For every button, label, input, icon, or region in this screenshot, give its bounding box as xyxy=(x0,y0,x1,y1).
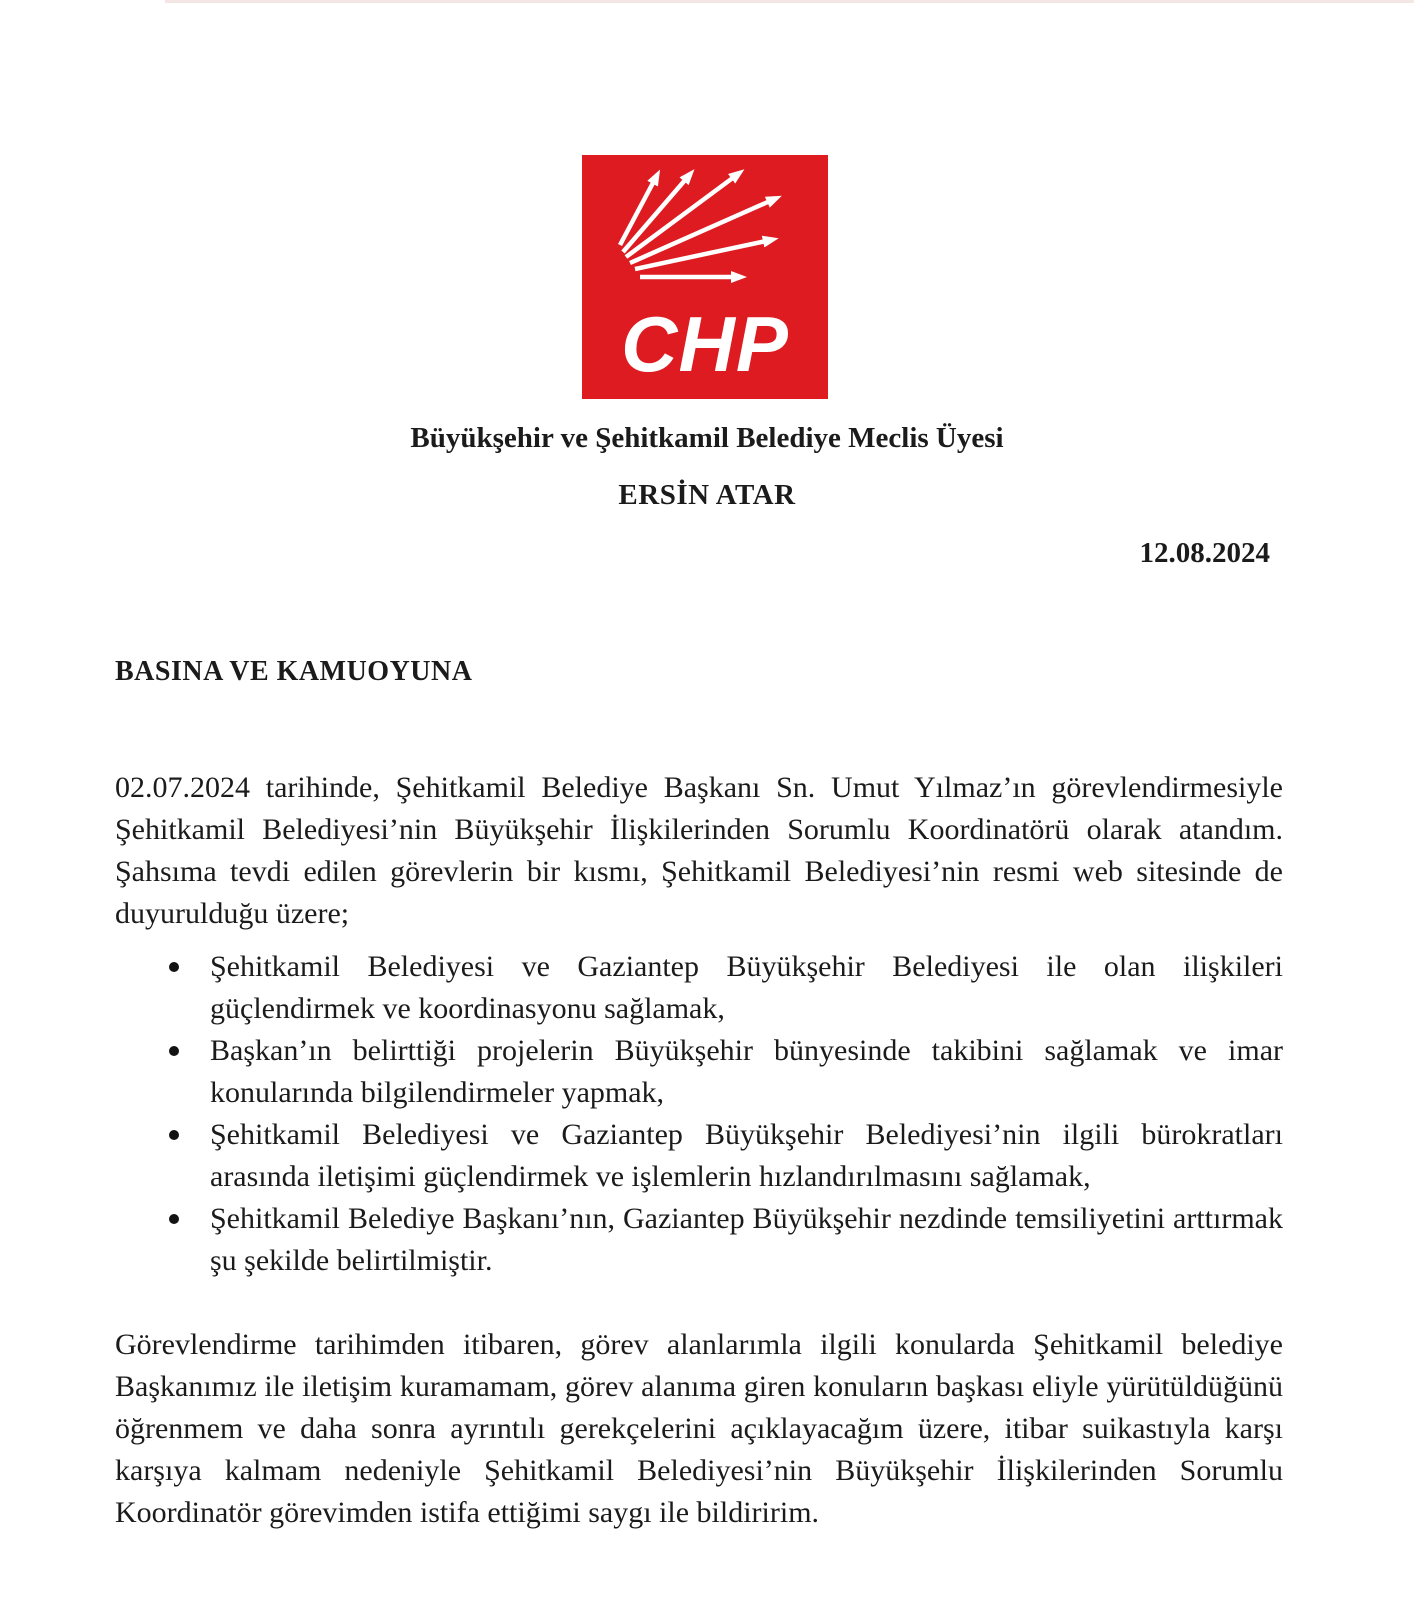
member-role-line: Büyükşehir ve Şehitkamil Belediye Meclis Üyesi xyxy=(410,422,1004,454)
list-item: Şehitkamil Belediyesi ve Gaziantep Büyükşehir Belediyesi’nin ilgili bürokratları arasında iletişimi güçlendirmek ve işlemlerin hızlandırılmasını sağlamak, xyxy=(115,1114,1283,1198)
list-item: Başkan’ın belirttiği projelerin Büyükşehir bünyesinde takibini sağlamak ve imar konularında bilgilendirmeler yapmak, xyxy=(115,1030,1283,1114)
duties-list xyxy=(115,946,1283,1282)
intro-paragraph: 02.07.2024 tarihinde, Şehitkamil Belediye Başkanı Sn. Umut Yılmaz’ın görevlendirmesiyle Şehitkamil Belediyesi’nin Büyükşehir İlişkilerinden Sorumlu Koordinatörü olarak atandım. Şahsıma tevdi edilen görevlerin bir kısmı, Şehitkamil Belediyesi’nin resmi web sitesinde de duyurulduğu üzere; xyxy=(115,771,1283,930)
list-item: Şehitkamil Belediye Başkanı’nın, Gaziantep Büyükşehir nezdinde temsiliyetini arttırmak şu şekilde belirtilmiştir. xyxy=(115,1198,1283,1282)
scan-artifact-line xyxy=(165,0,1414,3)
author-name: ERSİN ATAR xyxy=(618,479,796,511)
chp-logo xyxy=(582,155,828,399)
closing-paragraph: Görevlendirme tarihimden itibaren, görev alanlarımla ilgili konularda Şehitkamil belediye Başkanımız ile iletişim kuramamam, görev alanıma giren konuların başkası eliyle yürütüldüğünü öğrenmem ve daha sonra ayrıntılı gerekçelerini açıklayacağım üzere, itibar suikastıyla karşı karşıya kalmam nedeniyle Şehitkamil Belediyesi’nin Büyükşehir İlişkilerinden Sorumlu Koordinatör görevimden istifa ettiğimi saygı ile bildiririm. xyxy=(115,1328,1283,1529)
list-item: Şehitkamil Belediyesi ve Gaziantep Büyükşehir Belediyesi ile olan ilişkileri güçlendirmek ve koordinasyonu sağlamak, xyxy=(115,946,1283,1030)
salutation-heading: BASINA VE KAMUOYUNA xyxy=(115,656,473,687)
chp-logo-text: CHP xyxy=(621,300,789,388)
document-date: 12.08.2024 xyxy=(1139,537,1270,569)
